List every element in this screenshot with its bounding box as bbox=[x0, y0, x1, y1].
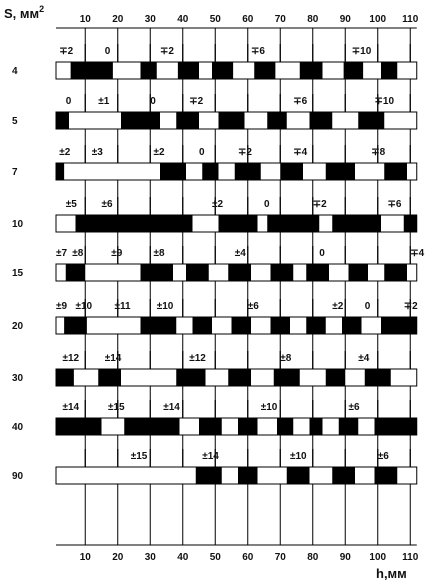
dark-segment bbox=[306, 264, 329, 281]
dark-segment bbox=[228, 369, 251, 386]
dark-segment bbox=[404, 215, 417, 232]
sign-label: ±14 bbox=[202, 451, 219, 462]
dark-segment bbox=[365, 369, 391, 386]
sign-label: ∓2 bbox=[403, 301, 418, 312]
top-tick-label: 60 bbox=[242, 14, 254, 25]
dark-segment bbox=[238, 418, 258, 435]
row-7 bbox=[12, 145, 417, 180]
dark-segment bbox=[326, 369, 346, 386]
dark-segment bbox=[228, 264, 251, 281]
dark-segment bbox=[384, 163, 407, 180]
dark-segment bbox=[254, 62, 275, 79]
row-90 bbox=[12, 449, 417, 484]
bottom-tick-label: 100 bbox=[369, 552, 387, 563]
sign-label: ±10 bbox=[156, 301, 174, 312]
dark-segment bbox=[381, 317, 417, 334]
row-10 bbox=[12, 197, 417, 232]
dark-segment bbox=[66, 264, 86, 281]
bottom-tick-label: 110 bbox=[402, 552, 419, 563]
dark-segment bbox=[56, 112, 69, 129]
dark-segment bbox=[381, 62, 397, 79]
bottom-tick-label: 30 bbox=[144, 552, 156, 563]
row-label: 4 bbox=[12, 66, 18, 77]
x-axis-title: h,мм bbox=[376, 566, 407, 581]
row-label: 7 bbox=[12, 167, 18, 178]
dark-segment bbox=[358, 112, 384, 129]
dark-segment bbox=[193, 317, 213, 334]
sign-label: 0 bbox=[104, 46, 111, 57]
dark-segment bbox=[277, 418, 293, 435]
dark-segment bbox=[64, 317, 87, 334]
dark-segment bbox=[280, 163, 303, 180]
sign-label: ∓10 bbox=[351, 46, 372, 57]
dark-segment bbox=[202, 163, 218, 180]
row-40 bbox=[12, 400, 417, 435]
sign-label: ±2 bbox=[153, 147, 165, 158]
strip-outline bbox=[56, 418, 417, 435]
dark-segment bbox=[271, 264, 294, 281]
dark-segment bbox=[121, 112, 160, 129]
dark-segment bbox=[176, 112, 199, 129]
sign-label: ±15 bbox=[130, 451, 148, 462]
dark-segment bbox=[342, 317, 362, 334]
dark-segment bbox=[384, 264, 407, 281]
sign-label: ±14 bbox=[163, 402, 180, 413]
top-tick-label: 70 bbox=[274, 14, 286, 25]
sign-label: ±12 bbox=[62, 353, 80, 364]
dark-segment bbox=[300, 62, 323, 79]
row-4 bbox=[12, 44, 417, 79]
row-20 bbox=[12, 299, 418, 334]
dark-segment bbox=[287, 467, 310, 484]
sign-label: ∓10 bbox=[374, 96, 395, 107]
bottom-tick-label: 60 bbox=[242, 552, 254, 563]
sign-label: 0 bbox=[199, 147, 205, 158]
row-30 bbox=[12, 351, 417, 386]
dark-segment bbox=[56, 369, 74, 386]
sign-label: ±6 bbox=[101, 199, 113, 210]
row-label: 30 bbox=[12, 373, 24, 384]
bottom-axis-ticks bbox=[80, 552, 419, 563]
sign-label: ±2 bbox=[59, 147, 71, 158]
dark-segment bbox=[141, 62, 157, 79]
sign-label: ∓6 bbox=[251, 46, 265, 57]
dark-segment bbox=[271, 317, 291, 334]
sign-label: ∓8 bbox=[371, 147, 386, 158]
top-axis-ticks bbox=[80, 14, 419, 25]
dark-segment bbox=[306, 317, 326, 334]
sign-label: ±10 bbox=[290, 451, 307, 462]
dark-segment bbox=[219, 112, 245, 129]
bottom-tick-label: 20 bbox=[112, 552, 124, 563]
dark-segment bbox=[235, 163, 261, 180]
row-15 bbox=[12, 246, 425, 281]
dark-segment bbox=[98, 369, 121, 386]
dark-segment bbox=[71, 62, 113, 79]
sign-label: ±12 bbox=[189, 353, 206, 364]
dark-segment bbox=[56, 418, 102, 435]
row-label: 90 bbox=[12, 471, 24, 482]
top-tick-label: 100 bbox=[369, 14, 387, 25]
top-tick-label: 10 bbox=[79, 14, 91, 25]
dark-segment bbox=[332, 467, 355, 484]
sign-label: ±2 bbox=[332, 301, 344, 312]
row-label: 15 bbox=[12, 268, 24, 279]
sign-label: ∓4 bbox=[293, 147, 308, 158]
dark-segment bbox=[267, 215, 319, 232]
row-label: 5 bbox=[12, 116, 18, 127]
sign-label: ±5 bbox=[65, 199, 77, 210]
top-tick-label: 90 bbox=[339, 14, 351, 25]
sign-label: ∓4 bbox=[410, 248, 425, 259]
sign-label: ∓6 bbox=[387, 199, 402, 210]
dark-segment bbox=[238, 467, 258, 484]
dark-segment bbox=[76, 215, 193, 232]
sign-label: ±6 bbox=[348, 402, 360, 413]
sign-label: ±8 bbox=[153, 248, 165, 259]
sign-label: ∓2 bbox=[312, 199, 327, 210]
sign-label: ∓2 bbox=[160, 46, 174, 57]
sign-label: ±14 bbox=[104, 353, 122, 364]
top-tick-label: 40 bbox=[177, 14, 189, 25]
dark-segment bbox=[141, 264, 174, 281]
dark-segment bbox=[124, 418, 179, 435]
bottom-tick-label: 50 bbox=[209, 552, 221, 563]
rows-layer bbox=[12, 44, 425, 484]
dark-segment bbox=[339, 418, 359, 435]
sign-label: ∓2 bbox=[189, 96, 204, 107]
dark-segment bbox=[375, 418, 417, 435]
dark-segment bbox=[219, 215, 258, 232]
sign-label: ∓6 bbox=[293, 96, 308, 107]
dark-segment bbox=[141, 317, 177, 334]
sign-label: ∓2 bbox=[59, 46, 74, 57]
sign-label: ±14 bbox=[62, 402, 80, 413]
row-label: 20 bbox=[12, 321, 24, 332]
sign-label: ±8 bbox=[280, 353, 292, 364]
bottom-tick-label: 80 bbox=[307, 552, 319, 563]
dark-segment bbox=[344, 62, 364, 79]
sign-label: ±4 bbox=[358, 353, 370, 364]
top-tick-label: 110 bbox=[402, 14, 419, 25]
top-tick-label: 30 bbox=[144, 14, 156, 25]
dark-segment bbox=[232, 317, 252, 334]
dark-segment bbox=[199, 418, 222, 435]
sign-label: ±9 bbox=[111, 248, 123, 259]
y-axis-title: S, $мм^2$ bbox=[4, 4, 45, 21]
sign-label: ±11 bbox=[114, 301, 131, 312]
dark-segment bbox=[274, 369, 300, 386]
dark-segment bbox=[212, 62, 233, 79]
sign-label: ±6 bbox=[377, 451, 389, 462]
dark-segment bbox=[326, 163, 355, 180]
sign-label: ±4 bbox=[234, 248, 246, 259]
bottom-tick-label: 40 bbox=[177, 552, 189, 563]
dark-segment bbox=[267, 112, 287, 129]
bottom-tick-label: 10 bbox=[79, 552, 91, 563]
sign-label: ±3 bbox=[91, 147, 103, 158]
sign-label: ±2 bbox=[212, 199, 224, 210]
strip-outline bbox=[56, 467, 417, 484]
top-tick-label: 50 bbox=[209, 14, 221, 25]
sign-label: ±10 bbox=[75, 301, 93, 312]
row-5 bbox=[12, 94, 417, 129]
sign-label: 0 bbox=[150, 96, 156, 107]
sign-label: ±10 bbox=[260, 402, 278, 413]
dark-segment bbox=[176, 369, 205, 386]
top-tick-label: 20 bbox=[112, 14, 124, 25]
bottom-tick-label: 70 bbox=[274, 552, 286, 563]
bottom-tick-label: 90 bbox=[339, 552, 351, 563]
sign-label: 0 bbox=[319, 248, 325, 259]
dark-segment bbox=[332, 215, 381, 232]
row-label: 10 bbox=[12, 219, 24, 230]
dark-segment bbox=[178, 62, 199, 79]
sign-label: ±6 bbox=[247, 301, 259, 312]
sign-label: 0 bbox=[264, 199, 270, 210]
dark-segment bbox=[310, 418, 323, 435]
dark-segment bbox=[375, 467, 398, 484]
dark-segment bbox=[186, 264, 209, 281]
dark-segment bbox=[310, 112, 333, 129]
sign-label: ±1 bbox=[98, 96, 110, 107]
dark-segment bbox=[56, 163, 64, 180]
dark-segment bbox=[349, 264, 369, 281]
row-label: 40 bbox=[12, 422, 24, 433]
dark-segment bbox=[160, 163, 186, 180]
top-tick-label: 80 bbox=[307, 14, 319, 25]
sign-label: ±9 bbox=[56, 301, 68, 312]
sign-label: ±7 bbox=[56, 248, 68, 259]
sign-label: 0 bbox=[65, 96, 72, 107]
sign-label: ∓2 bbox=[238, 147, 252, 158]
sign-label: 0 bbox=[364, 301, 371, 312]
sign-label: ±15 bbox=[108, 402, 125, 413]
dark-segment bbox=[196, 467, 222, 484]
sign-label: ±8 bbox=[72, 248, 84, 259]
